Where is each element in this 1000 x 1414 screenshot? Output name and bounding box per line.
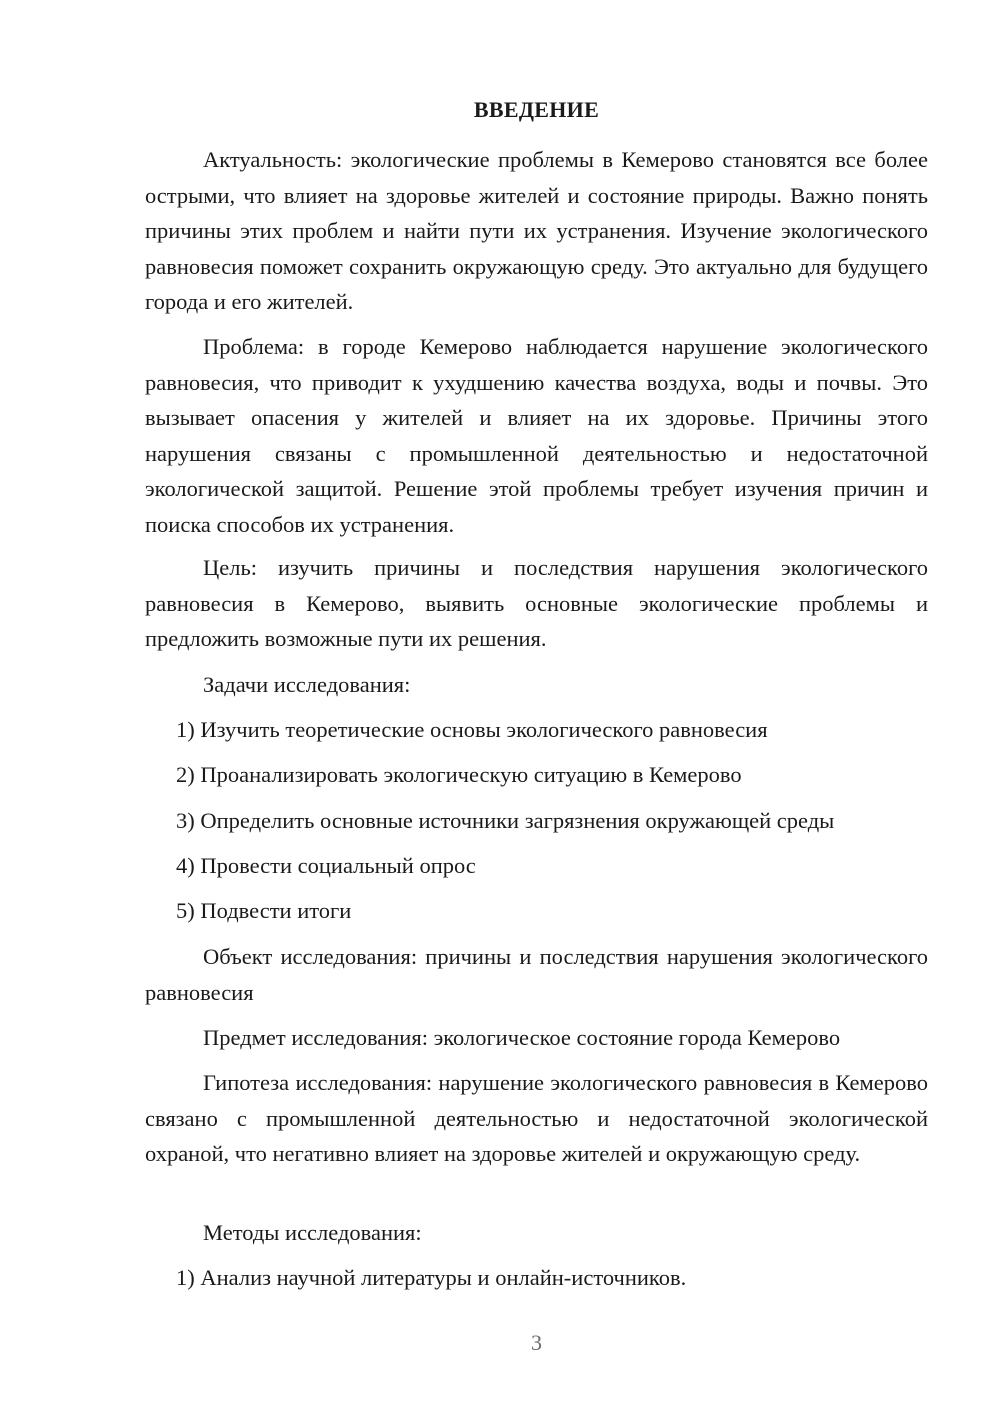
subject-paragraph: Предмет исследования: экологическое состояние города Кемерово [203,1025,841,1050]
page-number: 3 [531,1330,542,1355]
goal-paragraph: Цель: изучить причины и последствия нарушения экологического равновесия в Кемерово, выявить основные экологические проблемы и предложить возможные пути их решения. [145,555,928,651]
task-item-2: 2) Проанализировать экологическую ситуацию в Кемерово [176,762,742,787]
relevance-paragraph: Актуальность: экологические проблемы в Кемерово становятся все более острыми, что влияет на здоровье жителей и состояние природы. Важно понять причины этих проблем и найти пути их устранения. Изучение экологического равновесия поможет сохранить окружающую среду. Это актуально для будущего города и его жителей. [145,147,928,314]
hypothesis-paragraph: Гипотеза исследования: нарушение экологического равновесия в Кемерово связано с промышленной деятельностью и недостаточной экологической охраной, что негативно влияет на здоровье жителей и окружающую среду. [145,1070,928,1166]
task-item-5: 5) Подвести итоги [176,898,352,923]
problem-paragraph: Проблема: в городе Кемерово наблюдается нарушение экологического равновесия, что приводит к ухудшению качества воздуха, воды и почвы. Это вызывает опасения у жителей и влияет на их здоровье. Причины этого нарушения связаны с промышленной деятельностью и недостаточной экологической защитой. Решение этой проблемы требует изучения причин и поиска способов их устранения. [145,334,928,537]
method-item-1: 1) Анализ научной литературы и онлайн-источников. [176,1265,687,1290]
task-item-4: 4) Провести социальный опрос [176,853,476,878]
task-item-3: 3) Определить основные источники загрязнения окружающей среды [176,808,835,833]
object-paragraph: Объект исследования: причины и последствия нарушения экологического равновесия [145,944,928,1005]
tasks-heading: Задачи исследования: [203,672,411,697]
task-item-1: 1) Изучить теоретические основы экологического равновесия [176,717,768,742]
methods-heading: Методы исследования: [203,1220,422,1245]
page-title: ВВЕДЕНИЕ [473,97,600,122]
